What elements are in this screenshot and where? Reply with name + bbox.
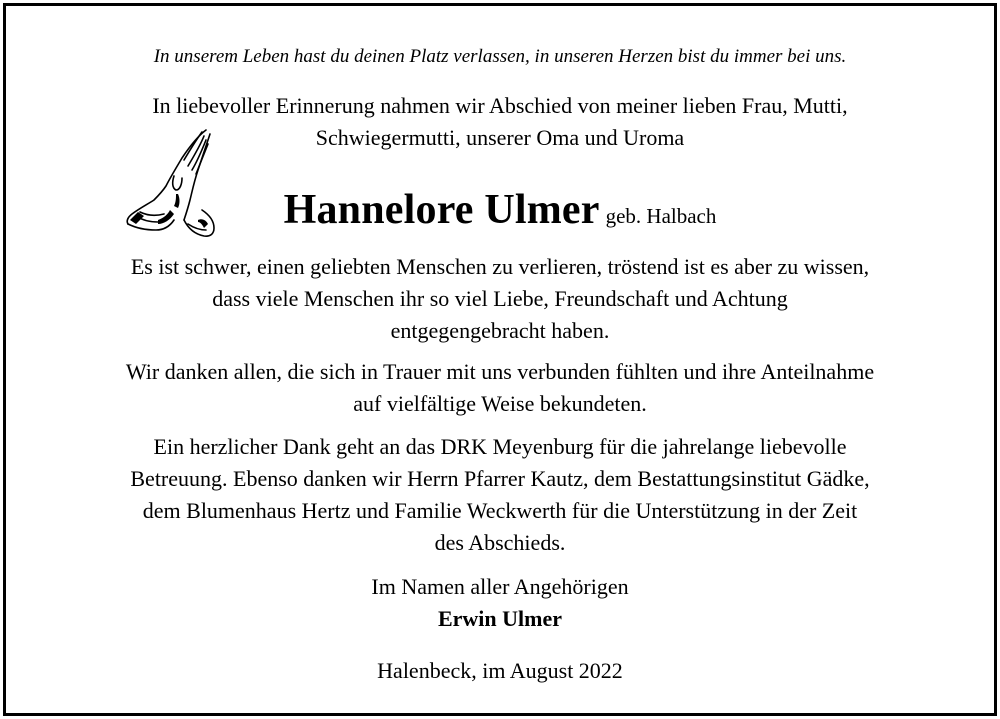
paragraph [6,356,994,420]
paragraph-line: Betreuung. Ebenso danken wir Herrn Pfarrer Kautz, dem Bestattungsinstitut Gädke, [130,466,870,491]
intro-line: Schwiegermutti, unserer Oma und Uroma [315,125,685,150]
paragraph-line: des Abschieds. [434,530,566,555]
signature-name: Erwin Ulmer [437,606,563,631]
paragraph-line: Wir danken allen, die sich in Trauer mit uns verbunden fühlten und ihre Anteilnahme [125,359,875,384]
paragraph [6,251,994,347]
place-date: Halenbeck, im August 2022 [377,658,623,683]
deceased-name-row [6,186,994,234]
obituary-notice [3,3,997,716]
deceased-name: Hannelore Ulmer [283,187,600,233]
paragraph-line: dem Blumenhaus Hertz und Familie Weckwerth für die Unterstützung in der Zeit [142,498,858,523]
paragraph-line: dass viele Menschen ihr so viel Liebe, Freundschaft und Achtung [212,286,788,311]
intro-line: In liebevoller Erinnerung nahmen wir Abschied von meiner lieben Frau, Mutti, [152,93,848,118]
motto-line: In unserem Leben hast du deinen Platz verlassen, in unseren Herzen bist du immer bei uns. [153,46,847,67]
paragraph-line: Ein herzlicher Dank geht an das DRK Meyenburg für die jahrelange liebevolle [153,434,847,459]
signature-intro: Im Namen aller Angehörigen [371,574,629,599]
maiden-name: geb. Halbach [605,204,717,228]
paragraph [6,431,994,559]
paragraph-line: auf vielfältige Weise bekundeten. [353,391,647,416]
paragraph-line: entgegengebracht haben. [390,318,610,343]
paragraph-line: Es ist schwer, einen geliebten Menschen zu verlieren, tröstend ist es aber zu wissen, [130,254,870,279]
